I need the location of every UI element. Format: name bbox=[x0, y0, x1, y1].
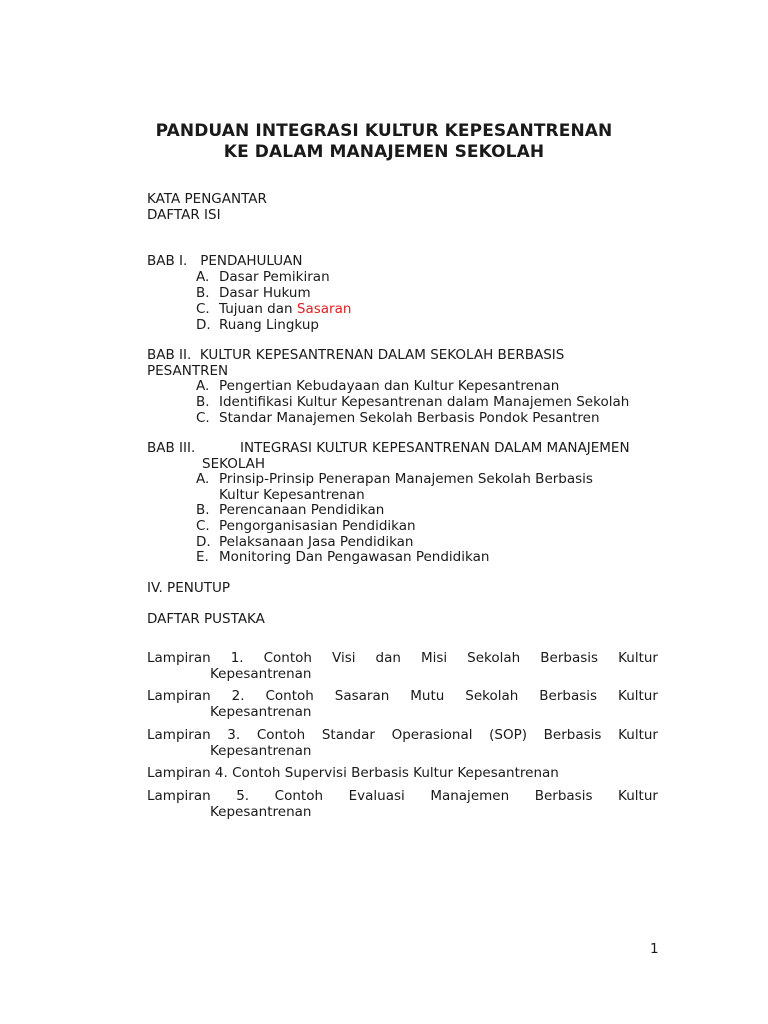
word: Lampiran bbox=[147, 727, 211, 743]
bab3-item-b bbox=[196, 502, 384, 518]
item-letter: B. bbox=[196, 502, 210, 518]
item-letter: B. bbox=[196, 285, 210, 301]
bab1-item-a bbox=[196, 269, 330, 285]
bab3-heading-line1: INTEGRASI KULTUR KEPESANTRENAN DALAM MANAJEMEN bbox=[240, 440, 630, 456]
bab3-item-e bbox=[196, 549, 489, 565]
word: Kultur bbox=[618, 788, 658, 804]
item-letter: D. bbox=[196, 534, 211, 550]
bab3-item-d bbox=[196, 534, 413, 550]
item-text: Dasar Pemikiran bbox=[219, 269, 330, 285]
word: Manajemen bbox=[430, 788, 510, 804]
bab1-item-c bbox=[196, 301, 351, 317]
daftar-pustaka-heading: DAFTAR PUSTAKA bbox=[147, 611, 265, 627]
bab3-heading-line2: SEKOLAH bbox=[202, 456, 266, 472]
word: Contoh bbox=[265, 688, 314, 704]
word: Lampiran bbox=[147, 650, 211, 666]
item-text: Monitoring Dan Pengawasan Pendidikan bbox=[219, 549, 490, 565]
word: 3. bbox=[227, 727, 241, 743]
word: Berbasis bbox=[539, 688, 598, 704]
item-text: Prinsip-Prinsip Penerapan Manajemen Sekolah Berbasis bbox=[219, 471, 593, 487]
word: Berbasis bbox=[540, 650, 599, 666]
bab3-item-a bbox=[196, 471, 593, 487]
lampiran-5-continuation: Kepesantrenan bbox=[210, 804, 312, 820]
word: Evaluasi bbox=[348, 788, 405, 804]
word: Lampiran bbox=[147, 788, 211, 804]
word: Kultur bbox=[618, 650, 658, 666]
item-letter: C. bbox=[196, 410, 210, 426]
item-letter: C. bbox=[196, 518, 210, 534]
page-number: 1 bbox=[650, 941, 659, 957]
word: Berbasis bbox=[534, 788, 593, 804]
word: Operasional bbox=[391, 727, 473, 743]
word: Sekolah bbox=[465, 688, 519, 704]
word: Standar bbox=[321, 727, 375, 743]
bab1-heading: BAB I. PENDAHULUAN bbox=[147, 253, 303, 269]
word: 2. bbox=[231, 688, 245, 704]
bab1-item-b bbox=[196, 285, 311, 301]
item-text: Perencanaan Pendidikan bbox=[219, 502, 385, 518]
bab3-item-a-continuation: Kultur Kepesantrenan bbox=[219, 487, 365, 503]
bab2-item-b bbox=[196, 394, 629, 410]
lampiran-2-continuation: Kepesantrenan bbox=[210, 704, 312, 720]
word: Lampiran bbox=[147, 688, 211, 704]
bab2-item-a bbox=[196, 378, 559, 394]
word: Visi bbox=[332, 650, 356, 666]
item-text: Tujuan dan bbox=[219, 301, 297, 317]
item-letter: D. bbox=[196, 317, 211, 333]
bab2-heading-line1: BAB II. KULTUR KEPESANTRENAN DALAM SEKOLAH BERBASIS bbox=[147, 347, 565, 363]
word: Sasaran bbox=[334, 688, 390, 704]
bab3-item-c bbox=[196, 518, 416, 534]
item-letter: A. bbox=[196, 471, 210, 487]
bab3-label: BAB III. bbox=[147, 440, 196, 456]
item-text: Pengorganisasian Pendidikan bbox=[219, 518, 416, 534]
bab1-item-d bbox=[196, 317, 319, 333]
lampiran-5 bbox=[147, 788, 658, 804]
item-letter: A. bbox=[196, 269, 210, 285]
item-text: Ruang Lingkup bbox=[219, 317, 319, 333]
item-letter: E. bbox=[196, 549, 209, 565]
bab2-heading-line2: PESANTREN bbox=[147, 363, 229, 379]
document-title-line1: PANDUAN INTEGRASI KULTUR KEPESANTRENAN bbox=[155, 121, 613, 141]
lampiran-1 bbox=[147, 650, 658, 666]
word: Contoh bbox=[256, 727, 306, 743]
word: Contoh bbox=[274, 788, 324, 804]
word: Sekolah bbox=[467, 650, 521, 666]
word: Kultur bbox=[618, 727, 658, 743]
daftar-isi: DAFTAR ISI bbox=[147, 207, 221, 223]
item-letter: B. bbox=[196, 394, 210, 410]
highlighted-word: Sasaran bbox=[296, 301, 352, 317]
word: Contoh bbox=[263, 650, 312, 666]
word: Mutu bbox=[410, 688, 445, 704]
bab2-item-c bbox=[196, 410, 600, 426]
word: Berbasis bbox=[543, 727, 602, 743]
item-letter: C. bbox=[196, 301, 210, 317]
kata-pengantar: KATA PENGANTAR bbox=[147, 191, 267, 207]
item-text: Standar Manajemen Sekolah Berbasis Pondok Pesantren bbox=[219, 410, 600, 426]
item-letter: A. bbox=[196, 378, 210, 394]
word: (SOP) bbox=[489, 727, 528, 743]
penutup-heading: IV. PENUTUP bbox=[147, 580, 230, 596]
lampiran-1-continuation: Kepesantrenan bbox=[210, 666, 312, 682]
word: Kultur bbox=[618, 688, 658, 704]
word: dan bbox=[375, 650, 401, 666]
word: 1. bbox=[230, 650, 244, 666]
item-text: Pengertian Kebudayaan dan Kultur Kepesantrenan bbox=[219, 378, 560, 394]
lampiran-3-continuation: Kepesantrenan bbox=[210, 743, 312, 759]
lampiran-4: Lampiran 4. Contoh Supervisi Berbasis Kultur Kepesantrenan bbox=[147, 765, 559, 781]
word: 5. bbox=[236, 788, 250, 804]
lampiran-3 bbox=[147, 727, 658, 743]
document-title-line2: KE DALAM MANAJEMEN SEKOLAH bbox=[223, 142, 545, 162]
item-text: Identifikasi Kultur Kepesantrenan dalam Manajemen Sekolah bbox=[219, 394, 630, 410]
item-text: Dasar Hukum bbox=[219, 285, 311, 301]
word: Misi bbox=[420, 650, 448, 666]
item-text: Pelaksanaan Jasa Pendidikan bbox=[219, 534, 414, 550]
lampiran-2 bbox=[147, 688, 658, 704]
